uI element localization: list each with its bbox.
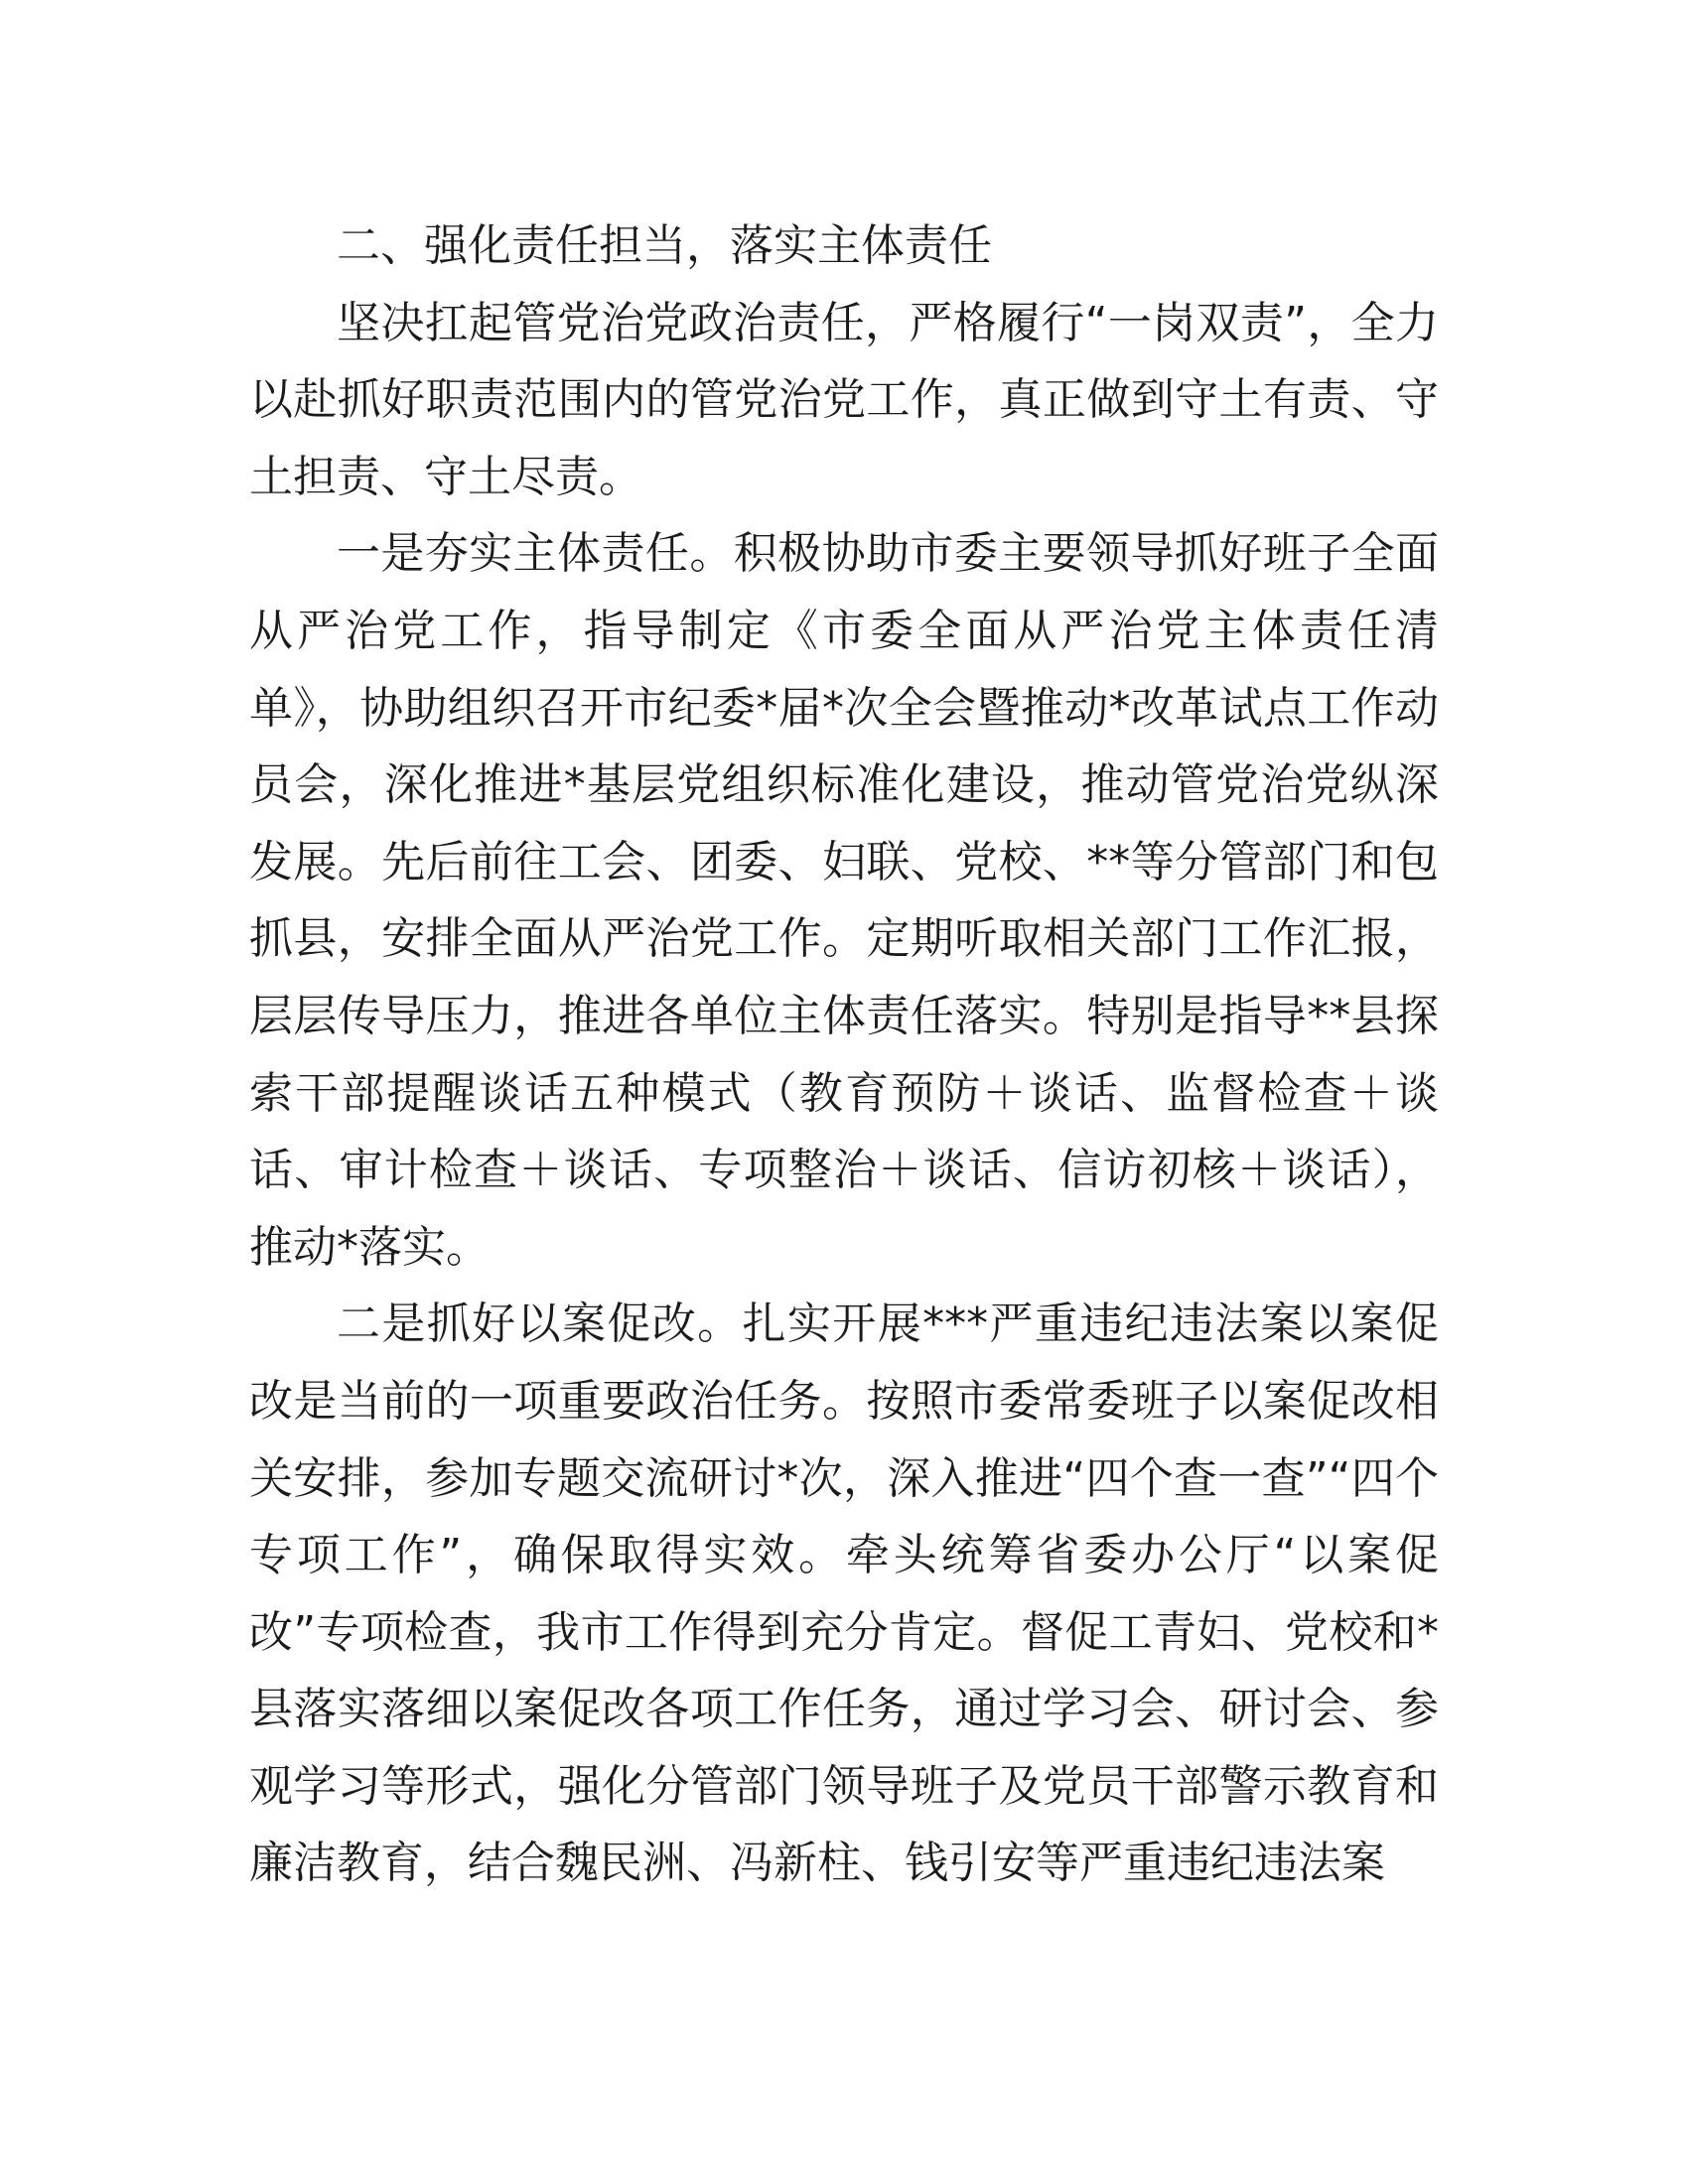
section-heading: 二、强化责任担当，落实主体责任 (337, 220, 992, 271)
paragraph-case-reform: 二是抓好以案促改。扎实开展***严重违纪违法案以案促改是当前的一项重要政治任务。按照市委常委班子以案促改相关安排，参加专题交流研讨*次，深入推进“四个查一查”“四个专项工作”，确保取得实效。牵头统筹省委办公厅“以案促改”专项检查，我市工作得到充分肯定。督促工青妇、党校和*县落实落细以案促改各项工作任务，通过学习会、研讨会、参观学习等形式，强化分管部门领导班子及党员干部警示教育和廉洁教育，结合魏民洲、冯新柱、钱引安等严重违纪违法案 (249, 1298, 1439, 1889)
paragraph-responsibility-intro: 坚决扛起管党治党政治责任，严格履行“一岗双责”，全力以赴抓好职责范围内的管党治党工作，真正做到守土有责、守土担责、守土尽责。 (249, 297, 1439, 502)
document-body (249, 207, 1439, 1902)
paragraph-main-responsibility: 一是夯实主体责任。积极协助市委主要领导抓好班子全面从严治党工作，指导制定《市委全面从严治党主体责任清单》，协助组织召开市纪委*届*次全会暨推动*改革试点工作动员会，深化推进*基层党组织标准化建设，推动管党治党纵深发展。先后前往工会、团委、妇联、党校、**等分管部门和包抓县，安排全面从严治党工作。定期听取相关部门工作汇报，层层传导压力，推进各单位主体责任落实。特别是指导**县探索干部提醒谈话五种模式（教育预防＋谈话、监督检查＋谈话、审计检查＋谈话、专项整治＋谈话、信访初核＋谈话），推动*落实。 (249, 528, 1439, 1273)
